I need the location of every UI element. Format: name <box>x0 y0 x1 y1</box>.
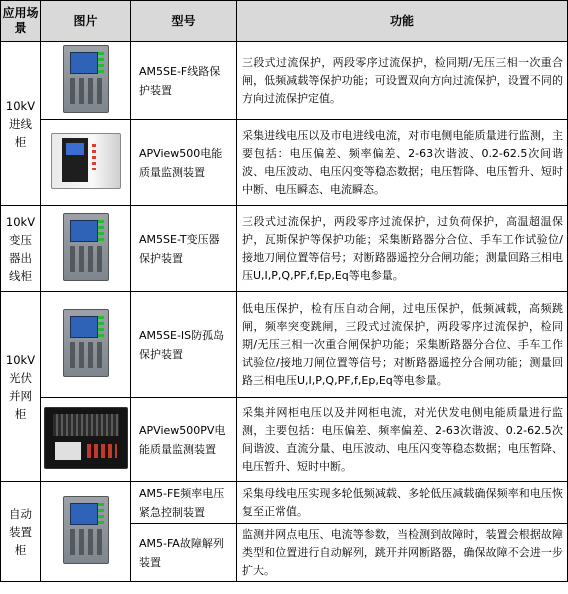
model-cell: AM5SE-F线路保护装置 <box>131 42 237 120</box>
image-cell <box>41 42 131 120</box>
scene-cell: 自动装置柜 <box>1 482 41 582</box>
image-cell <box>41 206 131 292</box>
power-quality-monitor-black-icon <box>44 407 128 469</box>
function-cell: 低电压保护，检有压自动合闸，过电压保护，低频减载，高频跳闸，频率突变跳闸，三段式过流保护，两段零序过流保护，检同期/无压三相一次重合闸保护功能；采集断路器分合位、手车工作试验位/接地刀闸位置等信号；对断路器遥控分合闸功能；测量回路三相电压U,I,P,Q,PF,f,Ep,Eq等电参量。 <box>237 292 568 398</box>
header-model: 型号 <box>131 1 237 42</box>
header-function: 功能 <box>237 1 568 42</box>
image-cell <box>41 292 131 398</box>
table-row <box>1 206 568 292</box>
scene-cell: 10kV光伏并网柜 <box>1 292 41 482</box>
model-cell: AM5-FE频率电压紧急控制装置 <box>131 482 237 524</box>
relay-device-icon <box>63 213 109 281</box>
header-row <box>1 1 568 42</box>
table-row <box>1 482 568 524</box>
function-cell: 采集母线电压实现多轮低频减载、多轮低压减载确保频率和电压恢复至正常值。 <box>237 482 568 524</box>
table-row <box>1 42 568 120</box>
relay-device-icon <box>63 45 109 113</box>
relay-device-icon <box>63 496 109 564</box>
table-row <box>1 292 568 398</box>
model-cell: APView500电能质量监测装置 <box>131 120 237 206</box>
image-cell <box>41 398 131 482</box>
scene-cell: 10kV变压器出线柜 <box>1 206 41 292</box>
model-cell: APView500PV电能质量监测装置 <box>131 398 237 482</box>
function-cell: 三段式过流保护，两段零序过流保护，过负荷保护，高温超温保护，瓦斯保护等保护功能；采集断路器分合位、手车工作试验位/接地刀闸位置等信号；对断路器遥控分合闸功能；测量回路三相电压U,I,P,Q,PF,f,Ep,Eq等电参量。 <box>237 206 568 292</box>
image-cell <box>41 482 131 582</box>
relay-device-icon <box>63 309 109 377</box>
function-cell: 采集并网柜电压以及并网柜电流，对光伏发电侧电能质量进行监测，主要包括：电压偏差、频率偏差、2-63次谐波、0.2-62.5次间谐波、直流分量、电压波动、电压闪变等稳态数据；电压暂降、电压暂升、短时中断。 <box>237 398 568 482</box>
header-scene: 应用场景 <box>1 1 41 42</box>
scene-cell: 10kV进线柜 <box>1 42 41 206</box>
image-cell <box>41 120 131 206</box>
header-image: 图片 <box>41 1 131 42</box>
table-row <box>1 398 568 482</box>
model-cell: AM5SE-IS防孤岛保护装置 <box>131 292 237 398</box>
function-cell: 三段式过流保护，两段零序过流保护，检同期/无压三相一次重合闸，低频减载等保护功能；可设置双向方向过流保护，设置不同的方向过流保护定值。 <box>237 42 568 120</box>
function-cell: 监测并网点电压、电流等参数，当检测到故障时，装置会根据故障类型和位置进行自动解列，跳开并网断路器，确保故障不会进一步扩大。 <box>237 524 568 582</box>
power-quality-monitor-white-icon <box>51 133 121 189</box>
table-row <box>1 120 568 206</box>
function-cell: 采集进线电压以及市电进线电流，对市电侧电能质量进行监测，主要包括：电压偏差、频率偏差、2-63次谐波、0.2-62.5次间谐波、电压波动、电压闪变等稳态数据；电压暂降、电压暂升、短时中断、电压瞬态、电流瞬态。 <box>237 120 568 206</box>
model-cell: AM5SE-T变压器保护装置 <box>131 206 237 292</box>
model-cell: AM5-FA故障解列装置 <box>131 524 237 582</box>
